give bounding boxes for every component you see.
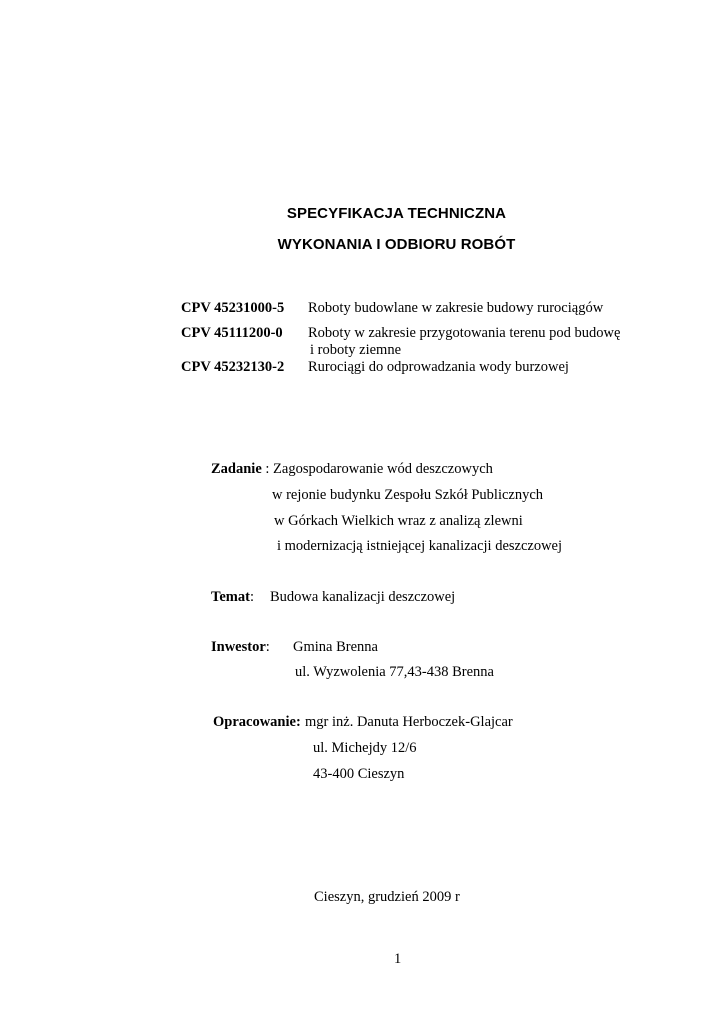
temat-separator: : [249,589,254,605]
temat-label: Temat [211,589,250,605]
opracowanie-line-3: 43-400 Cieszyn [313,766,405,782]
zadanie-line-3: w Górkach Wielkich wraz z analizą zlewni [274,513,523,529]
cpv-desc-2: Roboty w zakresie przygotowania terenu pod budowę [308,325,621,341]
zadanie-separator: : [261,461,274,477]
zadanie-text-1: Zagospodarowanie wód deszczowych [273,461,493,477]
cpv-desc-1: Roboty budowlane w zakresie budowy rurociągów [308,300,604,316]
cpv-code-3: CPV 45232130-2 [181,359,285,375]
page-number: 1 [394,951,402,967]
temat-value: Budowa kanalizacji deszczowej [270,589,456,605]
zadanie-line-2: w rejonie budynku Zespołu Szkół Publicznych [272,487,544,503]
cpv-code-2: CPV 45111200-0 [181,325,283,341]
zadanie-line-1 [211,461,493,478]
opracowanie-line-1: mgr inż. Danuta Herboczek-Glajcar [305,714,513,730]
cpv-code-1: CPV 45231000-5 [181,300,285,316]
temat-row [211,589,254,606]
cpv-desc-2-cont: i roboty ziemne [310,342,402,358]
inwestor-line-1: Gmina Brenna [293,639,378,655]
place-date: Cieszyn, grudzień 2009 r [314,889,460,905]
inwestor-line-2: ul. Wyzwolenia 77,43-438 Brenna [295,664,494,680]
title-line-2: WYKONANIA I ODBIORU ROBÓT [277,236,516,253]
zadanie-line-4: i modernizacją istniejącej kanalizacji deszczowej [277,538,563,554]
title-line-1: SPECYFIKACJA TECHNICZNA [286,205,507,222]
inwestor-row [211,639,270,656]
opracowanie-label: Opracowanie: [213,714,301,730]
inwestor-separator: : [265,639,270,655]
inwestor-label: Inwestor [211,639,266,655]
zadanie-label: Zadanie [211,461,262,477]
opracowanie-line-2: ul. Michejdy 12/6 [313,740,417,756]
cpv-desc-3: Rurociągi do odprowadzania wody burzowej [308,359,569,375]
